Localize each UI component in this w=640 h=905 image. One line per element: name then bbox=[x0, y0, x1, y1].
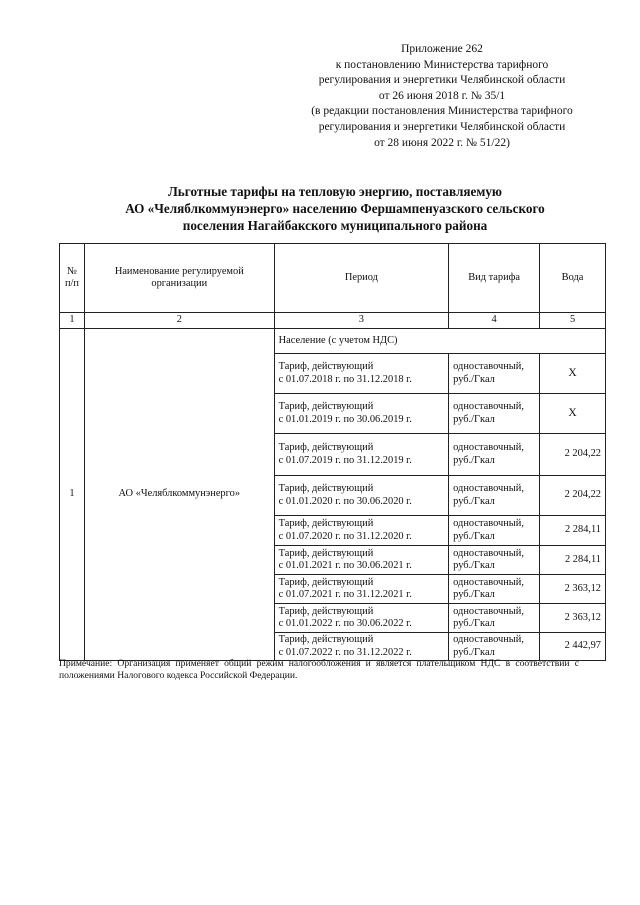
col-number: 3 bbox=[274, 313, 449, 329]
footnote: Примечание: Организация применяет общий режим налогообложения и является плательщиком НДС в соответствии с положениями Налогового кодекса Российской Федерации. bbox=[59, 658, 579, 681]
type-line: руб./Гкал bbox=[453, 560, 495, 571]
header-org: Наименование регулируемой организации bbox=[84, 244, 274, 313]
period-line: Тариф, действующий bbox=[278, 518, 374, 530]
type-line: одноставочный, bbox=[453, 605, 524, 617]
water-value: X bbox=[540, 354, 606, 394]
col-number: 4 bbox=[449, 313, 540, 329]
appendix-line: к постановлению Министерства тарифного bbox=[335, 58, 549, 71]
period-line: с 01.07.2021 г. по 31.12.2021 г. bbox=[278, 589, 412, 600]
water-value: X bbox=[540, 394, 606, 434]
water-value: 2 363,12 bbox=[540, 604, 606, 633]
tariff-type-cell bbox=[449, 604, 540, 633]
col-number: 2 bbox=[84, 313, 274, 329]
header-water: Вода bbox=[540, 244, 606, 313]
period-cell bbox=[274, 575, 449, 604]
type-line: одноставочный, bbox=[453, 518, 524, 530]
type-line: одноставочный, bbox=[453, 547, 524, 559]
column-number-row bbox=[60, 313, 606, 329]
document-title bbox=[50, 183, 620, 235]
period-line: Тариф, действующий bbox=[278, 547, 374, 559]
header-tariff-type: Вид тарифа bbox=[449, 244, 540, 313]
tariff-type-cell bbox=[449, 434, 540, 476]
type-line: руб./Гкал bbox=[453, 589, 495, 600]
water-value: 2 284,11 bbox=[540, 546, 606, 575]
appendix-line: от 28 июня 2022 г. № 51/22) bbox=[374, 136, 510, 149]
tariff-type-cell bbox=[449, 476, 540, 516]
type-line: руб./Гкал bbox=[453, 530, 495, 542]
type-line: одноставочный, bbox=[453, 576, 524, 588]
type-line: руб./Гкал bbox=[453, 413, 495, 425]
appendix-line: Приложение 262 bbox=[401, 43, 483, 55]
tariff-type-cell bbox=[449, 575, 540, 604]
type-line: руб./Гкал bbox=[453, 373, 495, 385]
period-cell bbox=[274, 434, 449, 476]
appendix-line: регулирования и энергетики Челябинской области bbox=[318, 120, 566, 133]
period-line: с 01.07.2019 г. по 31.12.2019 г. bbox=[278, 454, 412, 466]
type-line: одноставочный, bbox=[453, 361, 524, 373]
col-number: 5 bbox=[540, 313, 606, 329]
type-line: руб./Гкал bbox=[453, 454, 495, 466]
tariff-type-cell bbox=[449, 516, 540, 546]
tariff-type-cell bbox=[449, 633, 540, 661]
header-period: Период bbox=[274, 244, 449, 313]
type-line: руб./Гкал bbox=[453, 646, 495, 658]
col-number: 1 bbox=[60, 313, 85, 329]
period-cell bbox=[274, 394, 449, 434]
appendix-line: регулирования и энергетики Челябинской области bbox=[318, 74, 566, 87]
period-cell bbox=[274, 354, 449, 394]
water-value: 2 204,22 bbox=[540, 434, 606, 476]
period-line: с 01.01.2021 г. по 30.06.2021 г. bbox=[278, 560, 412, 571]
tariff-table bbox=[59, 243, 606, 661]
period-line: Тариф, действующий bbox=[278, 401, 374, 413]
period-line: с 01.07.2022 г. по 31.12.2022 г. bbox=[278, 646, 412, 658]
type-line: одноставочный, bbox=[453, 442, 524, 454]
appendix-line: от 26 июня 2018 г. № 35/1 bbox=[378, 89, 506, 102]
header-num: № п/п bbox=[60, 244, 85, 313]
type-line: одноставочный, bbox=[453, 634, 524, 646]
type-line: одноставочный, bbox=[453, 401, 524, 413]
type-line: руб./Гкал bbox=[453, 618, 495, 629]
title-line: Льготные тарифы на тепловую энергию, поставляемую bbox=[167, 184, 502, 199]
table-header-row bbox=[60, 244, 606, 313]
period-line: с 01.01.2019 г. по 30.06.2019 г. bbox=[278, 413, 412, 425]
period-line: с 01.07.2020 г. по 31.12.2020 г. bbox=[278, 530, 412, 542]
type-line: одноставочный, bbox=[453, 483, 524, 495]
appendix-line: (в редакции постановления Министерства тарифного bbox=[311, 105, 573, 118]
period-cell bbox=[274, 546, 449, 575]
organization-name: АО «Челяблкоммунэнерго» bbox=[84, 329, 274, 661]
tariff-type-cell bbox=[449, 354, 540, 394]
period-line: с 01.01.2020 г. по 30.06.2020 г. bbox=[278, 495, 412, 507]
title-line: поселения Нагайбакского муниципального района bbox=[182, 218, 488, 234]
water-value: 2 204,22 bbox=[540, 476, 606, 516]
water-value: 2 284,11 bbox=[540, 516, 606, 546]
title-line: АО «Челяблкоммунэнерго» населению Фершампенуазского сельского bbox=[125, 201, 545, 217]
tariff-type-cell bbox=[449, 394, 540, 434]
water-value: 2 442,97 bbox=[540, 633, 606, 661]
period-line: с 01.07.2018 г. по 31.12.2018 г. bbox=[278, 373, 412, 385]
period-cell bbox=[274, 633, 449, 661]
population-label: Население (с учетом НДС) bbox=[274, 329, 605, 354]
period-line: Тариф, действующий bbox=[278, 605, 374, 617]
period-line: Тариф, действующий bbox=[278, 483, 374, 495]
tariff-type-cell bbox=[449, 546, 540, 575]
period-line: Тариф, действующий bbox=[278, 442, 374, 454]
period-line: с 01.01.2022 г. по 30.06.2022 г. bbox=[278, 618, 412, 629]
row-number: 1 bbox=[60, 329, 85, 661]
period-cell bbox=[274, 516, 449, 546]
period-line: Тариф, действующий bbox=[278, 361, 374, 373]
period-line: Тариф, действующий bbox=[278, 634, 374, 646]
type-line: руб./Гкал bbox=[453, 495, 495, 507]
period-cell bbox=[274, 476, 449, 516]
appendix-block bbox=[282, 42, 602, 151]
population-row bbox=[60, 329, 606, 354]
period-cell bbox=[274, 604, 449, 633]
period-line: Тариф, действующий bbox=[278, 576, 374, 588]
water-value: 2 363,12 bbox=[540, 575, 606, 604]
